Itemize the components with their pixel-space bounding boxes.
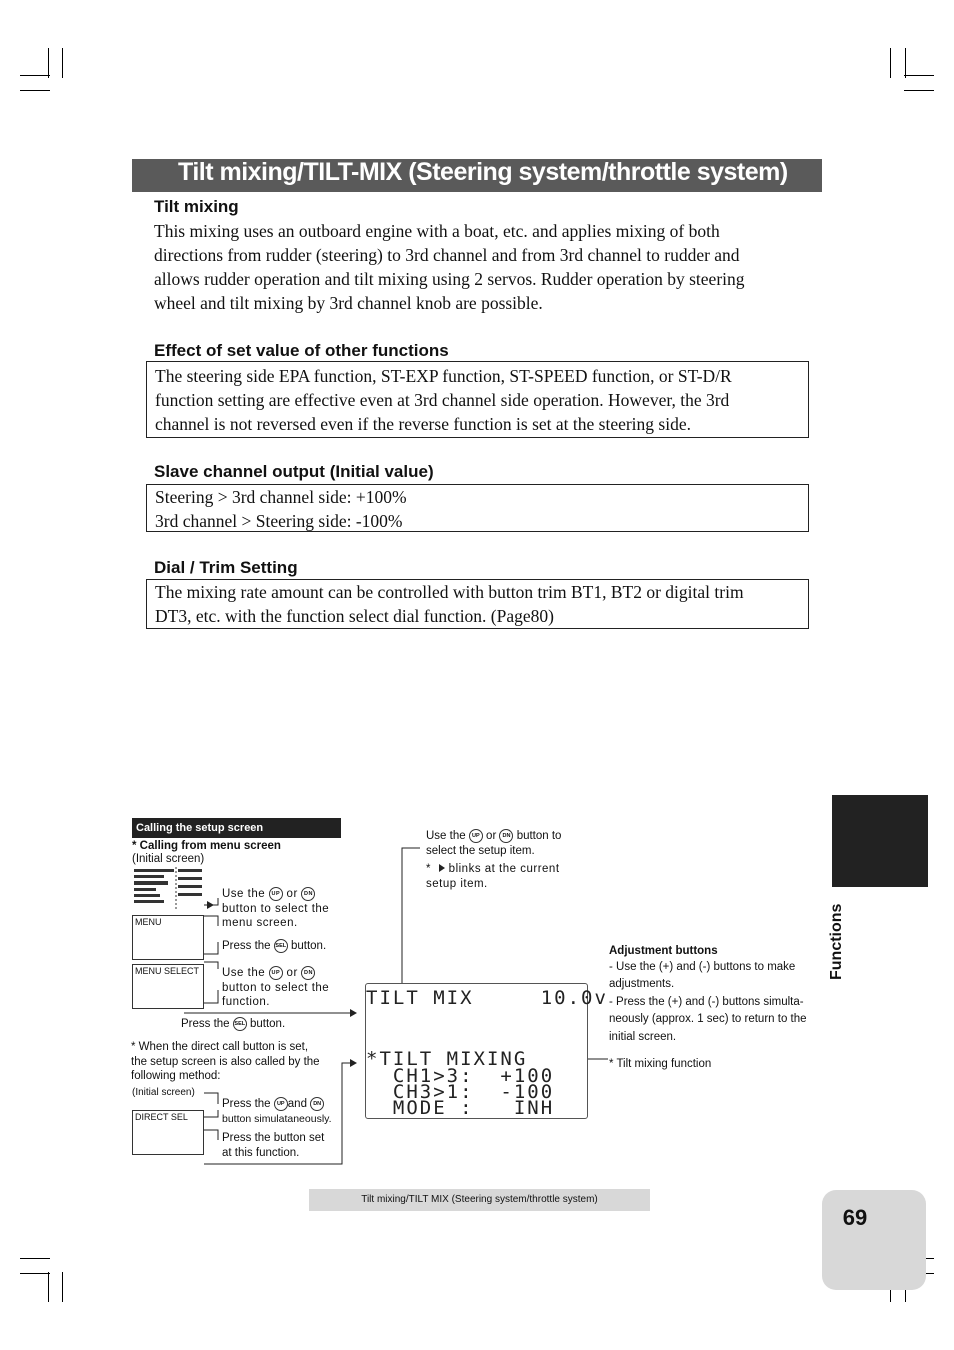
text: or: [486, 830, 497, 843]
instruction-press-sel-2: [181, 1017, 331, 1032]
lcd-row: CH3>1: -100: [366, 1081, 555, 1103]
text: menu screen.: [222, 917, 298, 930]
text: function.: [222, 996, 270, 1009]
menu-select-box: [132, 964, 204, 1009]
slave-heading: Slave channel output (Initial value): [154, 462, 434, 481]
text-line: select the setup item.: [426, 844, 535, 857]
lcd-row: TILT MIX 10.0v: [366, 987, 608, 1009]
text: button.: [290, 940, 327, 953]
dn-button-icon: DN: [310, 1097, 324, 1111]
text: Use the: [222, 888, 266, 901]
direct-sel-box: [132, 1110, 204, 1155]
text-line: This mixing uses an outboard engine with a boat, etc. and applies mixing of both: [154, 221, 720, 241]
dn-button-icon: DN: [499, 829, 513, 843]
tilt-mixing-heading: Tilt mixing: [154, 197, 239, 216]
lcd-screen: [365, 983, 608, 1119]
lcd-row: *TILT MIXING: [366, 1048, 528, 1070]
text-line: channel is not reversed even if the reverse function is set at the steering side.: [155, 414, 691, 434]
lcd-row: MODE : INH: [366, 1097, 555, 1119]
calling-menu-label: * Calling from menu screen: [132, 840, 281, 852]
setup-header: Calling the setup screen: [132, 818, 341, 838]
text-line: initial screen.: [609, 1030, 677, 1043]
text-line: - Press the (+) and (-) buttons simulta-: [609, 995, 804, 1008]
lcd-row: CH1>3: +100: [366, 1065, 555, 1087]
sel-button-icon: SEL: [274, 939, 288, 953]
text-line: at this function.: [222, 1146, 300, 1159]
functions-tab-label: Functions: [828, 903, 845, 980]
text: button to: [516, 830, 562, 843]
text-line: neously (approx. 1 sec) to return to the: [609, 1013, 807, 1025]
text: or: [286, 967, 298, 980]
footer-caption: Tilt mixing/TILT MIX (Steering system/throttle system): [309, 1189, 650, 1211]
page-title: Tilt mixing/TILT-MIX (Steering system/throttle system): [178, 158, 788, 186]
text-line: Press the button set: [222, 1132, 325, 1144]
text-line: directions from rudder (steering) to 3rd channel and from 3rd channel to rudder and: [154, 245, 740, 265]
up-button-icon: UP: [269, 887, 283, 901]
instruction-select-setup: [426, 829, 586, 858]
text-line: following method:: [131, 1070, 221, 1082]
text-line: adjustments.: [609, 978, 675, 990]
text: Press the: [222, 1098, 271, 1111]
cursor-triangle-icon: [439, 864, 445, 872]
instruction-press-set: [222, 1131, 342, 1160]
instruction-press-both: [222, 1097, 347, 1126]
text: Use the: [222, 967, 266, 980]
text-line: DT3, etc. with the function select dial function. (Page80): [155, 606, 554, 626]
blink-note: * blinks at the current setup item.: [426, 862, 586, 891]
text: or: [286, 888, 298, 901]
adjustment-heading: Adjustment buttons: [609, 945, 718, 957]
effect-heading: Effect of set value of other functions: [154, 341, 449, 360]
up-button-icon: UP: [469, 829, 483, 843]
menu-screen-box: [132, 915, 204, 960]
text: Press the: [222, 940, 271, 953]
up-button-icon: UP: [269, 966, 283, 980]
initial-screen-label-2: (Initial screen): [132, 1087, 195, 1098]
menu-select-label: MENU SELECT: [135, 966, 200, 976]
initial-screen-thumbnail: [132, 867, 204, 909]
text: Use the: [426, 830, 466, 843]
menu-screen-label: MENU: [135, 917, 162, 927]
text: and: [287, 1098, 307, 1111]
text-line: the setup screen is also called by the: [131, 1055, 320, 1068]
text-line: * When the direct call button is set,: [131, 1041, 309, 1053]
text-line: 3rd channel > Steering side: -100%: [155, 511, 403, 531]
text: Press the: [181, 1018, 230, 1031]
text-line: - Use the (+) and (-) buttons to make: [609, 960, 796, 973]
tilt-function-note: * Tilt mixing function: [609, 1058, 712, 1070]
text-line: function setting are effective even at 3rd channel side operation. However, the 3rd: [155, 390, 730, 410]
page-number: 69: [842, 1205, 868, 1230]
adjustment-notes: [609, 944, 829, 1046]
instruction-select-function: [222, 966, 342, 1010]
instruction-select-menu: [222, 887, 342, 931]
direct-call-note: [131, 1040, 341, 1084]
text-line: Steering > 3rd channel side: +100%: [155, 487, 407, 507]
text-line: The steering side EPA function, ST-EXP function, ST-SPEED function, or ST-D/R: [155, 366, 732, 386]
instruction-press-sel: [222, 939, 342, 954]
sel-button-icon: SEL: [233, 1017, 247, 1031]
text-line: setup item.: [426, 877, 488, 890]
dial-heading: Dial / Trim Setting: [154, 558, 298, 577]
initial-screen-label: (Initial screen): [132, 853, 205, 865]
up-button-icon: UP: [274, 1097, 288, 1111]
text: button to select the: [222, 902, 330, 915]
direct-sel-label: DIRECT SEL: [135, 1112, 188, 1122]
text: button.: [249, 1018, 286, 1031]
text: button simulataneously.: [222, 1112, 332, 1125]
dn-button-icon: DN: [301, 966, 315, 980]
text-line: The mixing rate amount can be controlled with button trim BT1, BT2 or digital trim: [155, 582, 744, 602]
text-line: allows rudder operation and tilt mixing using 2 servos. Rudder operation by steering: [154, 269, 745, 289]
text: blinks at the current: [448, 863, 560, 875]
text-line: wheel and tilt mixing by 3rd channel knob are possible.: [154, 293, 543, 313]
text: button to select the: [222, 981, 330, 994]
dn-button-icon: DN: [301, 887, 315, 901]
